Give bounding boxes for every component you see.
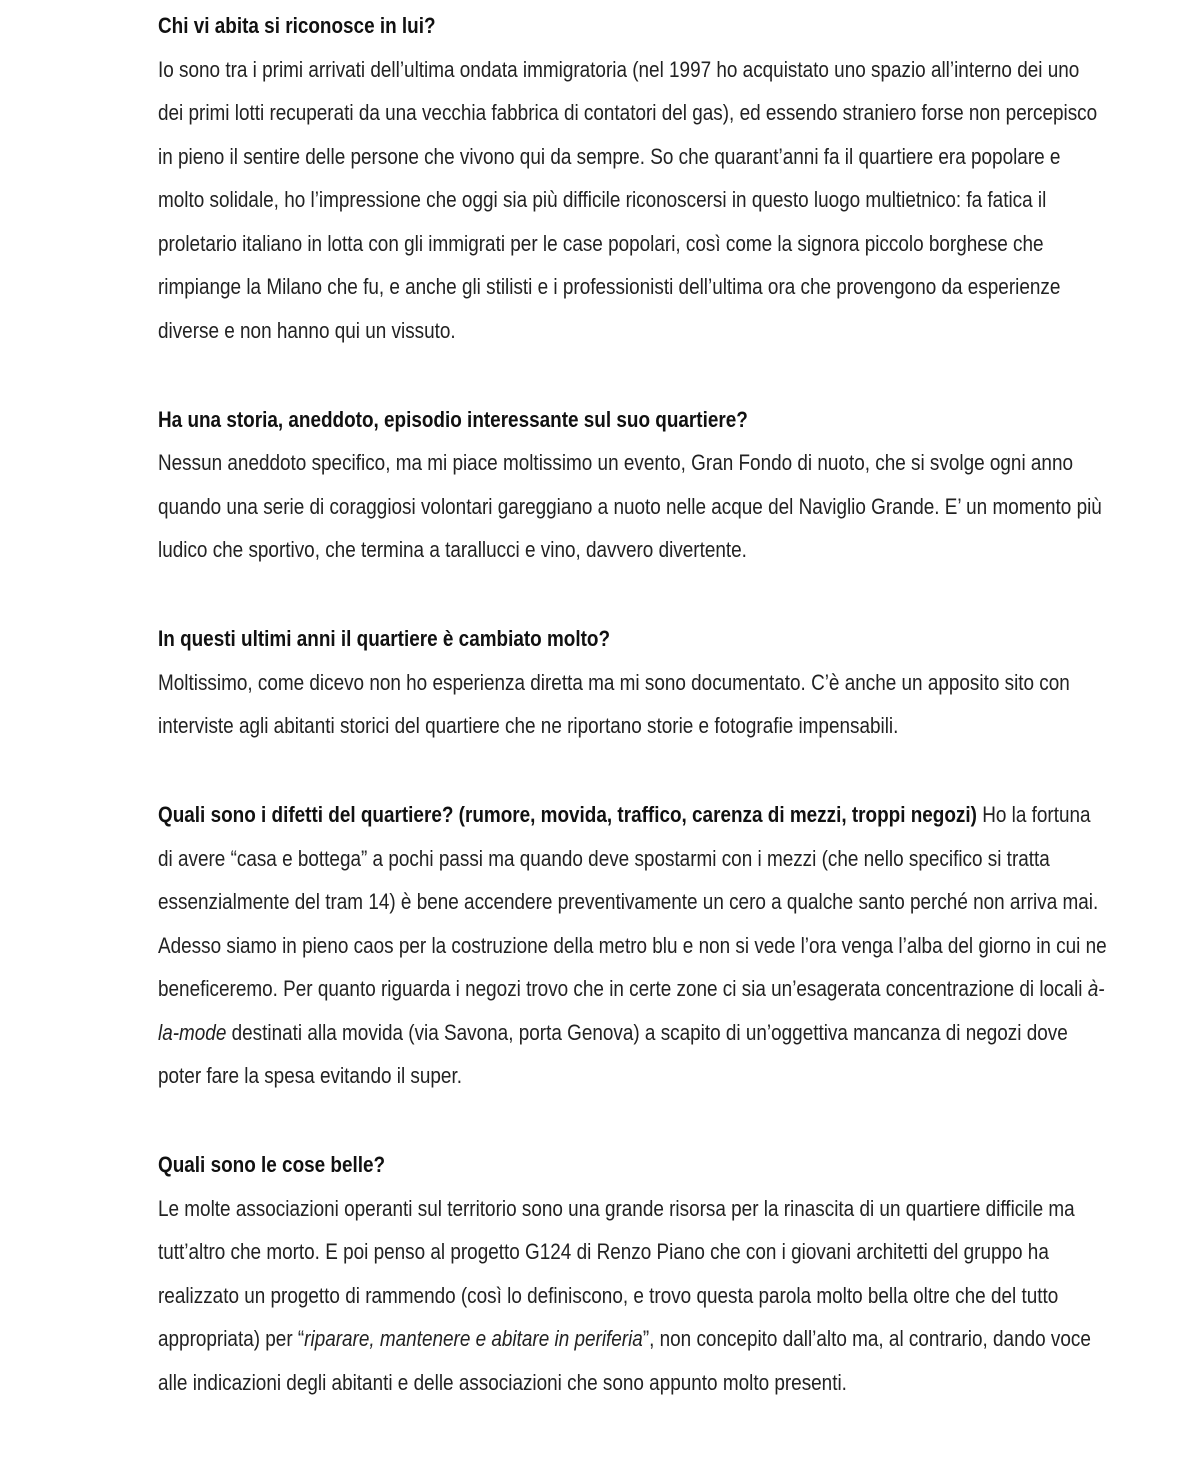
qa-block-good-things	[158, 1141, 1108, 1404]
question-heading: Chi vi abita si riconosce in lui?	[158, 13, 436, 38]
answer-paragraph	[158, 1187, 1108, 1405]
answer-text: Le molte associazioni operanti sul territorio sono una grande risorsa per la rinascita di un quartiere difficile ma tutt’altro che morto. E poi penso al progetto G124 di Renzo Piano che con i giovani architetti del gruppo ha realizzato un progetto di rammendo (così lo definiscono, e trovo questa parola molto bella oltre che del tutto appropriata) per “	[158, 1195, 1075, 1351]
answer-paragraph: Moltissimo, come dicevo non ho esperienza diretta ma mi sono documentato. C’è anche un apposito sito con interviste agli abitanti storici del quartiere che ne riportano storie e fotografie impensabili.	[158, 669, 1070, 738]
question-heading: Ha una storia, aneddoto, episodio interessante sul suo quartiere?	[158, 406, 748, 432]
qa-block-defects	[158, 791, 1108, 1098]
qa-block-identity	[158, 0, 1108, 352]
answer-text: destinati alla movida (via Savona, porta Genova) a scapito di un’oggettiva mancanza di negozi dove poter fare la spesa evitando il super.	[158, 1019, 1068, 1088]
answer-italic-text: à-la-mode	[158, 976, 1105, 1045]
answer-italic-text: riparare, mantenere e abitare in periferia	[304, 1326, 643, 1351]
question-heading: In questi ultimi anni il quartiere è cambiato molto?	[158, 626, 611, 651]
question-heading: Quali sono le cose belle?	[158, 1152, 386, 1177]
answer-paragraph: Io sono tra i primi arrivati dell’ultima ondata immigratoria (nel 1997 ho acquistato uno spazio all’interno dei uno dei primi lotti recuperati da una vecchia fabbrica di contatori del gas), ed essendo straniero forse non percepisco in pieno il sentire delle persone che vivono qui da sempre. So che quarant’anni fa il quartiere era popolare e molto solidale, ho l’impressione che oggi sia più difficile riconoscersi in questo luogo multietnico: fa fatica il proletario italiano in lotta con gli immigrati per le case popolari, così come la signora piccolo borghese che rimpiange la Milano che fu, e anche gli stilisti e i professionisti dell’ultima ora che provengono da esperienze diverse e non hanno qui un vissuto.	[158, 56, 1098, 343]
answer-paragraph: Nessun aneddoto specifico, ma mi piace moltissimo un evento, Gran Fondo di nuoto, che si svolge ogni anno quando una serie di coraggiosi volontari gareggiano a nuoto nelle acque del Naviglio Grande. E’ un momento più ludico che sportivo, che termina a tarallucci e vino, davvero divertente.	[158, 450, 1102, 562]
qa-block-changes	[158, 615, 1108, 748]
question-heading: Quali sono i difetti del quartiere? (rumore, movida, traffico, carenza di mezzi, troppi negozi)	[158, 802, 977, 827]
qa-block-anecdote	[158, 396, 1108, 572]
answer-text: ”, non concepito dall’alto ma, al contrario, dando voce alle indicazioni degli abitanti e delle associazioni che sono appunto molto presenti.	[158, 1326, 1091, 1395]
answer-text: Ho la fortuna di avere “casa e bottega” a pochi passi ma quando deve spostarmi con i mezzi (che nello specifico si tratta essenzialmente del tram 14) è bene accendere preventivamente un cero a qualche santo perché non arriva mai. Adesso siamo in pieno caos per la costruzione della metro blu e non si vede l’ora venga l’alba del giorno in cui ne beneficeremo. Per quanto riguarda i negozi trovo che in certe zone ci sia un’esagerata concentrazione di locali	[158, 802, 1107, 1001]
interview-article	[158, 0, 1108, 1448]
